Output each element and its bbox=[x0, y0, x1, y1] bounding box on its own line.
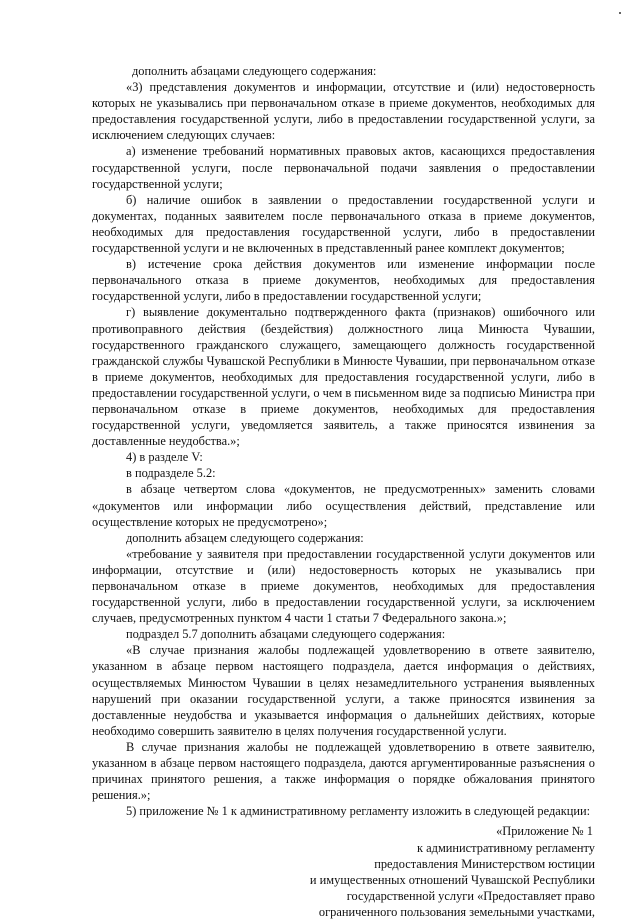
appendix-header bbox=[92, 823, 595, 920]
paragraph-complaint-rejected: В случае признания жалобы не подлежащей удовлетворению в ответе заявителю, указанном в абзаце первом настоящего подраздела, даются аргументированные разъяснения о причинах принятого решения, а также информация о порядке обжалования принятого решения.»; bbox=[92, 739, 595, 803]
appendix-line: и имущественных отношений Чувашской Республики bbox=[309, 872, 595, 887]
paragraph-replace-words: в абзаце четвертом слова «документов, не предусмотренных» заменить словами «документов или информации либо осуществления действий, представление или осуществление которых не предусмотрено»; bbox=[92, 482, 595, 529]
paragraph-intro: дополнить абзацами следующего содержания: bbox=[132, 64, 377, 78]
page-mark bbox=[619, 12, 621, 14]
paragraph-add-abzac: дополнить абзацем следующего содержания: bbox=[126, 530, 364, 545]
paragraph-complaint-satisfied: «В случае признания жалобы подлежащей удовлетворению в ответе заявителю, указанном в абзаце первом настоящего подраздела, дается информация о действиях, осуществляемых Минюстом Чувашии в целях незамедлительного устранения выявленных нарушений при оказании государственной услуги, а также приносятся извинения за доставленные неудобства и указывается информация о дальнейших действиях, которые необходимо совершить заявителю в целях получения государственной услуги. bbox=[92, 643, 595, 738]
appendix-line: предоставления Министерством юстиции bbox=[374, 856, 595, 871]
paragraph-case-b: б) наличие ошибок в заявлении о предоставлении государственной услуги и документах, поданных заявителем после первоначального отказа в приеме документов, необходимых для предоставления государственной услуги, либо в предоставлении государственной услуги и не включенных в представленный ранее комплект документов; bbox=[92, 192, 595, 256]
paragraph-item-3: «3) представления документов и информации, отсутствие и (или) недостоверность которых не указывались при первоначальном отказе в приеме документов, необходимых для предоставления государственной услуги, либо в предоставлении государственной услуги, за исключением следующих случаев: bbox=[92, 80, 595, 143]
paragraph-subsection-5-2: в подразделе 5.2: bbox=[126, 466, 216, 481]
paragraph-case-a: а) изменение требований нормативных правовых актов, касающихся предоставления государственной услуги, после первоначальной подачи заявления о предоставлении государственной услуги; bbox=[92, 144, 595, 191]
paragraph-section-v: 4) в разделе V: bbox=[126, 450, 203, 465]
paragraph-case-v: в) истечение срока действия документов или изменение информации после первоначального отказа в приеме документов, необходимых для предоставления государственной услуги, либо в предоставлении государственной услуги; bbox=[92, 257, 595, 304]
paragraph-appendix-instruction: 5) приложение № 1 к административному регламенту изложить в следующей редакции: bbox=[126, 804, 591, 819]
paragraph-subsection-5-7: подраздел 5.7 дополнить абзацами следующего содержания: bbox=[126, 627, 446, 642]
appendix-line: государственной услуги «Предоставляет право bbox=[346, 888, 595, 903]
appendix-line: «Приложение № 1 bbox=[496, 824, 593, 839]
appendix-line: к административному регламенту bbox=[417, 840, 595, 855]
document-page bbox=[92, 63, 595, 920]
paragraph-case-g: г) выявление документально подтвержденного факта (признаков) ошибочного или противоправного действия (бездействия) должностного лица Минюста Чувашии, государственного гражданского служащего, замещающего должность государственной гражданской службы Чувашской Республики в Минюсте Чувашии, при первоначальном отказе в приеме документов, необходимых для предоставления государственной услуги, либо в предоставлении государственной услуги, о чем в письменном виде за подписью Министра при первоначальном отказе в приеме документов, необходимых для предоставления государственной услуги, уведомляется заявитель, а также приносятся извинения за доставленные неудобства.»; bbox=[92, 305, 595, 449]
paragraph-requirement: «требование у заявителя при предоставлении государственной услуги документов или информации, отсутствие и (или) недостоверность которых не указывались при первоначальном отказе в приеме документов, необходимых для предоставления государственной услуги, либо в предоставлении государственной услуги, за исключением случаев, предусмотренных пунктом 4 части 1 статьи 7 Федерального закона.»; bbox=[92, 546, 595, 626]
appendix-line: ограниченного пользования земельными участками, bbox=[318, 904, 595, 919]
